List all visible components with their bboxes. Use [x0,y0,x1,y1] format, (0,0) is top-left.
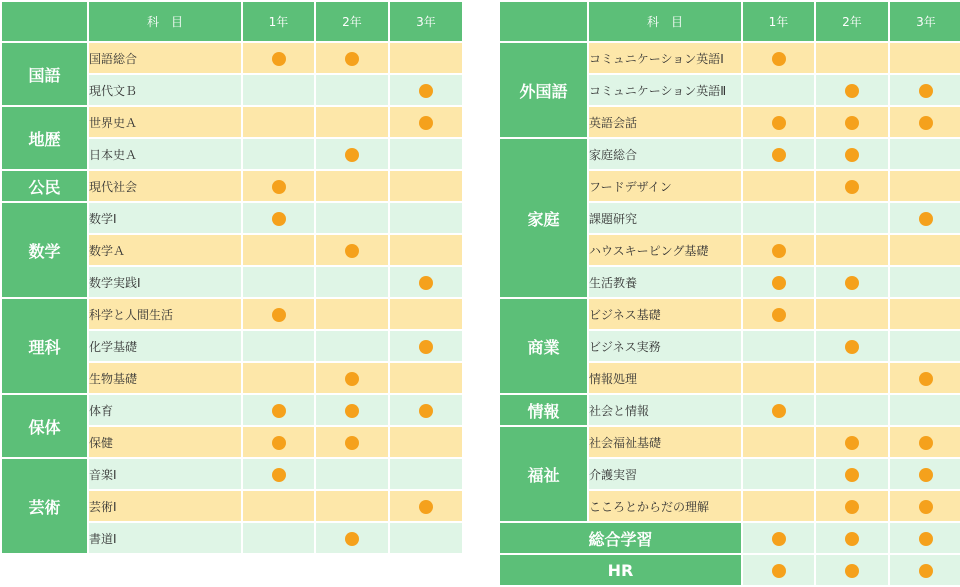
category-cell: 家庭 [499,138,588,298]
year-1-cell [742,522,815,554]
category-cell: 数学 [1,202,88,298]
subject-name: 世界史Ａ [88,106,242,138]
offered-dot [845,436,859,450]
offered-dot [772,148,786,162]
subject-name: こころとからだの理解 [588,490,742,522]
year-1-cell [742,490,815,522]
offered-dot [845,564,859,578]
year-2-cell [815,426,889,458]
header-year-2: 2年 [315,1,389,42]
offered-dot [419,404,433,418]
year-2-cell [815,170,889,202]
offered-dot [272,468,286,482]
offered-dot [919,436,933,450]
offered-dot [772,532,786,546]
year-3-cell [889,74,960,106]
subject-row [499,138,960,170]
category-cell: 芸術 [1,458,88,554]
category-cell: 国語 [1,42,88,106]
year-2-cell [315,298,389,330]
year-3-cell [389,106,463,138]
subject-name: 生活教養 [588,266,742,298]
curriculum-table-right [498,0,960,587]
year-3-cell [889,138,960,170]
header-blank [1,1,88,42]
year-1-cell [742,554,815,586]
header-blank [499,1,588,42]
year-3-cell [389,330,463,362]
subject-name: 数学実践Ⅰ [88,266,242,298]
category-cell: 地歴 [1,106,88,170]
offered-dot [845,340,859,354]
year-3-cell [389,138,463,170]
offered-dot [345,404,359,418]
year-2-cell [815,362,889,394]
year-2-cell [815,234,889,266]
subject-name: 数学Ａ [88,234,242,266]
offered-dot [345,244,359,258]
subject-row [1,394,463,426]
offered-dot [919,532,933,546]
offered-dot [919,468,933,482]
offered-dot [919,500,933,514]
year-2-cell [815,138,889,170]
year-1-cell [742,234,815,266]
year-2-cell [315,202,389,234]
subject-row [499,426,960,458]
year-1-cell [242,298,315,330]
year-1-cell [242,426,315,458]
offered-dot [419,500,433,514]
year-2-cell [315,362,389,394]
subject-row [499,394,960,426]
year-2-cell [815,330,889,362]
offered-dot [345,436,359,450]
year-2-cell [315,330,389,362]
year-1-cell [242,522,315,554]
category-cell: 福祉 [499,426,588,522]
year-3-cell [889,266,960,298]
year-2-cell [315,426,389,458]
offered-dot [772,116,786,130]
summary-label: 総合学習 [499,522,742,554]
year-1-cell [242,394,315,426]
offered-dot [919,84,933,98]
curriculum-table-left [0,0,464,555]
year-3-cell [389,202,463,234]
year-2-cell [815,554,889,586]
subject-name: 数学Ⅰ [88,202,242,234]
offered-dot [345,372,359,386]
year-2-cell [315,170,389,202]
subject-row [1,298,463,330]
year-1-cell [242,266,315,298]
year-1-cell [742,138,815,170]
year-3-cell [389,74,463,106]
year-3-cell [389,394,463,426]
subject-name: 生物基礎 [88,362,242,394]
offered-dot [272,52,286,66]
year-2-cell [815,202,889,234]
year-2-cell [315,74,389,106]
offered-dot [272,212,286,226]
year-1-cell [742,330,815,362]
year-3-cell [389,522,463,554]
subject-name: 社会と情報 [588,394,742,426]
year-2-cell [815,394,889,426]
subject-row [1,170,463,202]
offered-dot [919,564,933,578]
summary-row [499,522,960,554]
offered-dot [272,404,286,418]
year-2-cell [315,266,389,298]
offered-dot [845,500,859,514]
year-1-cell [242,42,315,74]
year-1-cell [242,138,315,170]
category-cell: 外国語 [499,42,588,138]
offered-dot [345,148,359,162]
year-1-cell [242,362,315,394]
year-2-cell [815,458,889,490]
offered-dot [845,276,859,290]
year-3-cell [389,490,463,522]
subject-name: 日本史Ａ [88,138,242,170]
year-2-cell [315,42,389,74]
header-year-3: 3年 [389,1,463,42]
offered-dot [419,340,433,354]
offered-dot [345,52,359,66]
year-2-cell [315,490,389,522]
year-3-cell [889,298,960,330]
year-2-cell [315,138,389,170]
year-1-cell [242,458,315,490]
year-2-cell [815,490,889,522]
year-1-cell [742,298,815,330]
subject-name: ビジネス基礎 [588,298,742,330]
offered-dot [772,404,786,418]
subject-name: 情報処理 [588,362,742,394]
year-3-cell [389,362,463,394]
year-1-cell [742,458,815,490]
offered-dot [845,116,859,130]
subject-name: 英語会話 [588,106,742,138]
subject-name: 介護実習 [588,458,742,490]
category-cell: 理科 [1,298,88,394]
year-3-cell [889,106,960,138]
category-cell: 情報 [499,394,588,426]
year-1-cell [742,426,815,458]
offered-dot [845,84,859,98]
year-3-cell [389,426,463,458]
year-2-cell [315,458,389,490]
year-2-cell [315,234,389,266]
subject-row [499,298,960,330]
offered-dot [419,276,433,290]
year-2-cell [315,394,389,426]
year-1-cell [242,202,315,234]
subject-name: 現代文Ｂ [88,74,242,106]
subject-name: 芸術Ⅰ [88,490,242,522]
subject-name: 課題研究 [588,202,742,234]
summary-label: HR [499,554,742,586]
offered-dot [845,148,859,162]
offered-dot [772,564,786,578]
subject-name: コミュニケーション英語Ⅰ [588,42,742,74]
year-1-cell [742,106,815,138]
year-3-cell [389,298,463,330]
offered-dot [272,180,286,194]
subject-name: 現代社会 [88,170,242,202]
subject-row [499,42,960,74]
year-3-cell [889,170,960,202]
year-3-cell [389,266,463,298]
year-1-cell [742,202,815,234]
year-3-cell [889,42,960,74]
year-1-cell [742,394,815,426]
year-3-cell [889,330,960,362]
year-2-cell [815,106,889,138]
subject-name: 書道Ⅰ [88,522,242,554]
subject-name: 音楽Ⅰ [88,458,242,490]
year-3-cell [889,362,960,394]
subject-row [1,202,463,234]
offered-dot [419,116,433,130]
year-1-cell [742,266,815,298]
year-3-cell [389,170,463,202]
year-1-cell [242,74,315,106]
year-1-cell [242,330,315,362]
year-2-cell [815,266,889,298]
subject-name: 保健 [88,426,242,458]
category-cell: 公民 [1,170,88,202]
offered-dot [772,52,786,66]
year-1-cell [242,490,315,522]
year-1-cell [742,170,815,202]
subject-name: フードデザイン [588,170,742,202]
subject-name: 科学と人間生活 [88,298,242,330]
subject-row [1,42,463,74]
offered-dot [272,436,286,450]
subject-name: 社会福祉基礎 [588,426,742,458]
offered-dot [919,116,933,130]
year-2-cell [815,74,889,106]
year-3-cell [389,234,463,266]
year-3-cell [889,202,960,234]
offered-dot [919,372,933,386]
offered-dot [845,468,859,482]
year-2-cell [315,106,389,138]
year-3-cell [889,426,960,458]
year-2-cell [815,298,889,330]
year-1-cell [242,106,315,138]
year-3-cell [889,490,960,522]
year-1-cell [742,74,815,106]
offered-dot [772,244,786,258]
year-2-cell [815,522,889,554]
year-3-cell [889,458,960,490]
year-2-cell [315,522,389,554]
header-year-2: 2年 [815,1,889,42]
subject-name: ハウスキーピング基礎 [588,234,742,266]
offered-dot [845,180,859,194]
header-year-3: 3年 [889,1,960,42]
subject-name: コミュニケーション英語Ⅱ [588,74,742,106]
year-1-cell [242,234,315,266]
header-subject: 科 目 [88,1,242,42]
subject-name: 体育 [88,394,242,426]
header-year-1: 1年 [242,1,315,42]
year-2-cell [815,42,889,74]
summary-row [499,554,960,586]
offered-dot [845,532,859,546]
subject-name: 家庭総合 [588,138,742,170]
offered-dot [345,532,359,546]
subject-name: 国語総合 [88,42,242,74]
year-3-cell [389,458,463,490]
header-subject: 科 目 [588,1,742,42]
year-3-cell [889,394,960,426]
offered-dot [419,84,433,98]
year-1-cell [742,362,815,394]
offered-dot [772,276,786,290]
year-3-cell [889,234,960,266]
subject-row [1,458,463,490]
offered-dot [272,308,286,322]
year-3-cell [389,42,463,74]
year-1-cell [242,170,315,202]
header-year-1: 1年 [742,1,815,42]
category-cell: 保体 [1,394,88,458]
category-cell: 商業 [499,298,588,394]
subject-row [1,106,463,138]
offered-dot [919,212,933,226]
year-3-cell [889,554,960,586]
year-1-cell [742,42,815,74]
subject-name: 化学基礎 [88,330,242,362]
year-3-cell [889,522,960,554]
offered-dot [772,308,786,322]
subject-name: ビジネス実務 [588,330,742,362]
